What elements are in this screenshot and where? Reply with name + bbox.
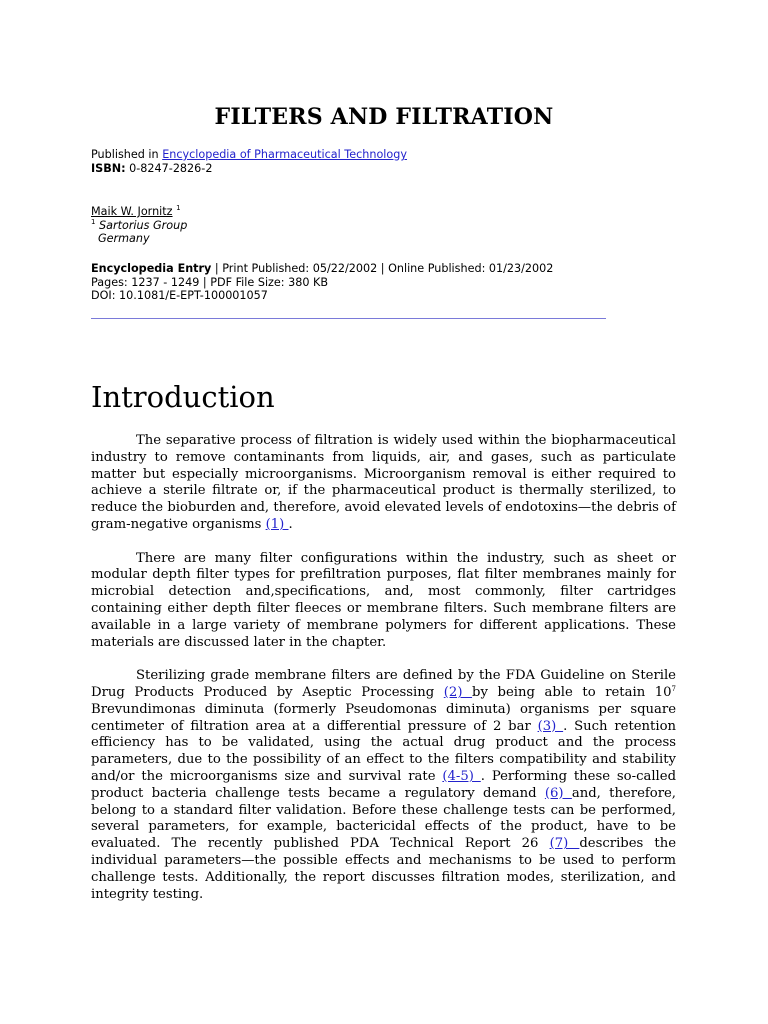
paragraph-3 — [91, 668, 676, 903]
document-title: FILTERS AND FILTRATION — [214, 104, 554, 130]
doi: DOI: 10.1081/E-EPT-100001057 — [91, 289, 268, 302]
source-link[interactable]: Encyclopedia of Pharmaceutical Technology — [162, 148, 407, 161]
exponent: 7 — [671, 684, 677, 693]
paragraph-1 — [91, 433, 676, 534]
paragraph-text: Sterilizing grade membrane filters are defined by the FDA Guideline on Sterile Drug Products Produced by Aseptic Processing — [91, 668, 676, 700]
citation-link-1[interactable]: (1) — [265, 516, 289, 532]
paragraph-text: . Performing these so-called product bacteria challenge tests became a regulatory demand — [91, 768, 677, 801]
author-name[interactable]: Maik W. Jornitz — [91, 205, 173, 218]
pages-filesize: Pages: 1237 - 1249 | PDF File Size: 380 KB — [91, 275, 329, 289]
header-divider — [91, 318, 606, 319]
affiliation-country: Germany — [98, 232, 150, 245]
publication-info — [91, 148, 691, 175]
article-body — [91, 433, 676, 920]
publish-dates: | Print Published: 05/22/2002 | Online Published: 01/23/2002 — [211, 262, 554, 275]
paragraph-text: by being able to retain 10 — [472, 684, 672, 700]
citation-link-2[interactable]: (2) — [443, 684, 473, 700]
paragraph-text: The separative process of filtration is widely used within the biopharmaceutical industry to remove contaminants from liquids, air, and gases, such as particulate matter but especially microorganisms. Microorganism removal is either required to achieve a sterile filtrate or, if the pharmaceutical product is thermally sterilized, to reduce the bioburden and, therefore, avoid elevated levels of endotoxins—the debris of gram-negative organisms — [91, 433, 676, 532]
entry-info — [91, 262, 691, 303]
affiliation-marker: 1 — [91, 217, 96, 226]
author-block — [91, 205, 691, 246]
paragraph-text: . Such retention efficiency has to be validated, using the actual drug product and the process parameters, due to the possibility of an effect to the filters compatibility and stability and/or the microorganisms size and survival rate — [91, 718, 677, 784]
isbn-label: ISBN: — [91, 161, 126, 175]
isbn-value: 0-8247-2826-2 — [129, 161, 213, 175]
paragraph-2: There are many filter configurations within the industry, such as sheet or modular depth filter types for prefiltration purposes, flat filter membranes mainly for microbial detection and,specifications, and, most commonly, filter cartridges containing either depth filter fleeces or membrane filters. Such membrane filters are available in a large variety of membrane polymers for different applications. These materials are discussed later in the chapter. — [91, 550, 676, 650]
citation-link-4-5[interactable]: (4-5) — [442, 768, 481, 784]
published-in-label: Published in — [91, 148, 159, 161]
section-heading: Introduction — [91, 380, 275, 414]
affiliation-name: Sartorius Group — [99, 218, 188, 232]
paragraph-text: describes the individual parameters—the possible effects and mechanisms to be used to perform challenge tests. Additionally, the report discusses filtration modes, sterilization, and integrity testing. — [91, 836, 676, 902]
citation-link-6[interactable]: (6) — [544, 785, 572, 801]
citation-link-3[interactable]: (3) — [537, 718, 564, 734]
paragraph-text: . — [288, 516, 293, 532]
entry-type-label: Encyclopedia Entry — [91, 262, 212, 275]
paragraph-text: and, therefore, belong to a standard filter validation. Before these challenge tests can be performed, several parameters, for example, bactericidal effects of the product, have to be evaluated. The recently published PDA Technical Report 26 — [91, 785, 676, 852]
citation-link-7[interactable]: (7) — [549, 836, 580, 852]
paragraph-text: Brevundimonas diminuta (formerly Pseudomonas diminuta) organisms per square centimeter of filtration area at a differential pressure of 2 bar — [91, 701, 676, 734]
author-superscript: 1 — [176, 204, 181, 212]
